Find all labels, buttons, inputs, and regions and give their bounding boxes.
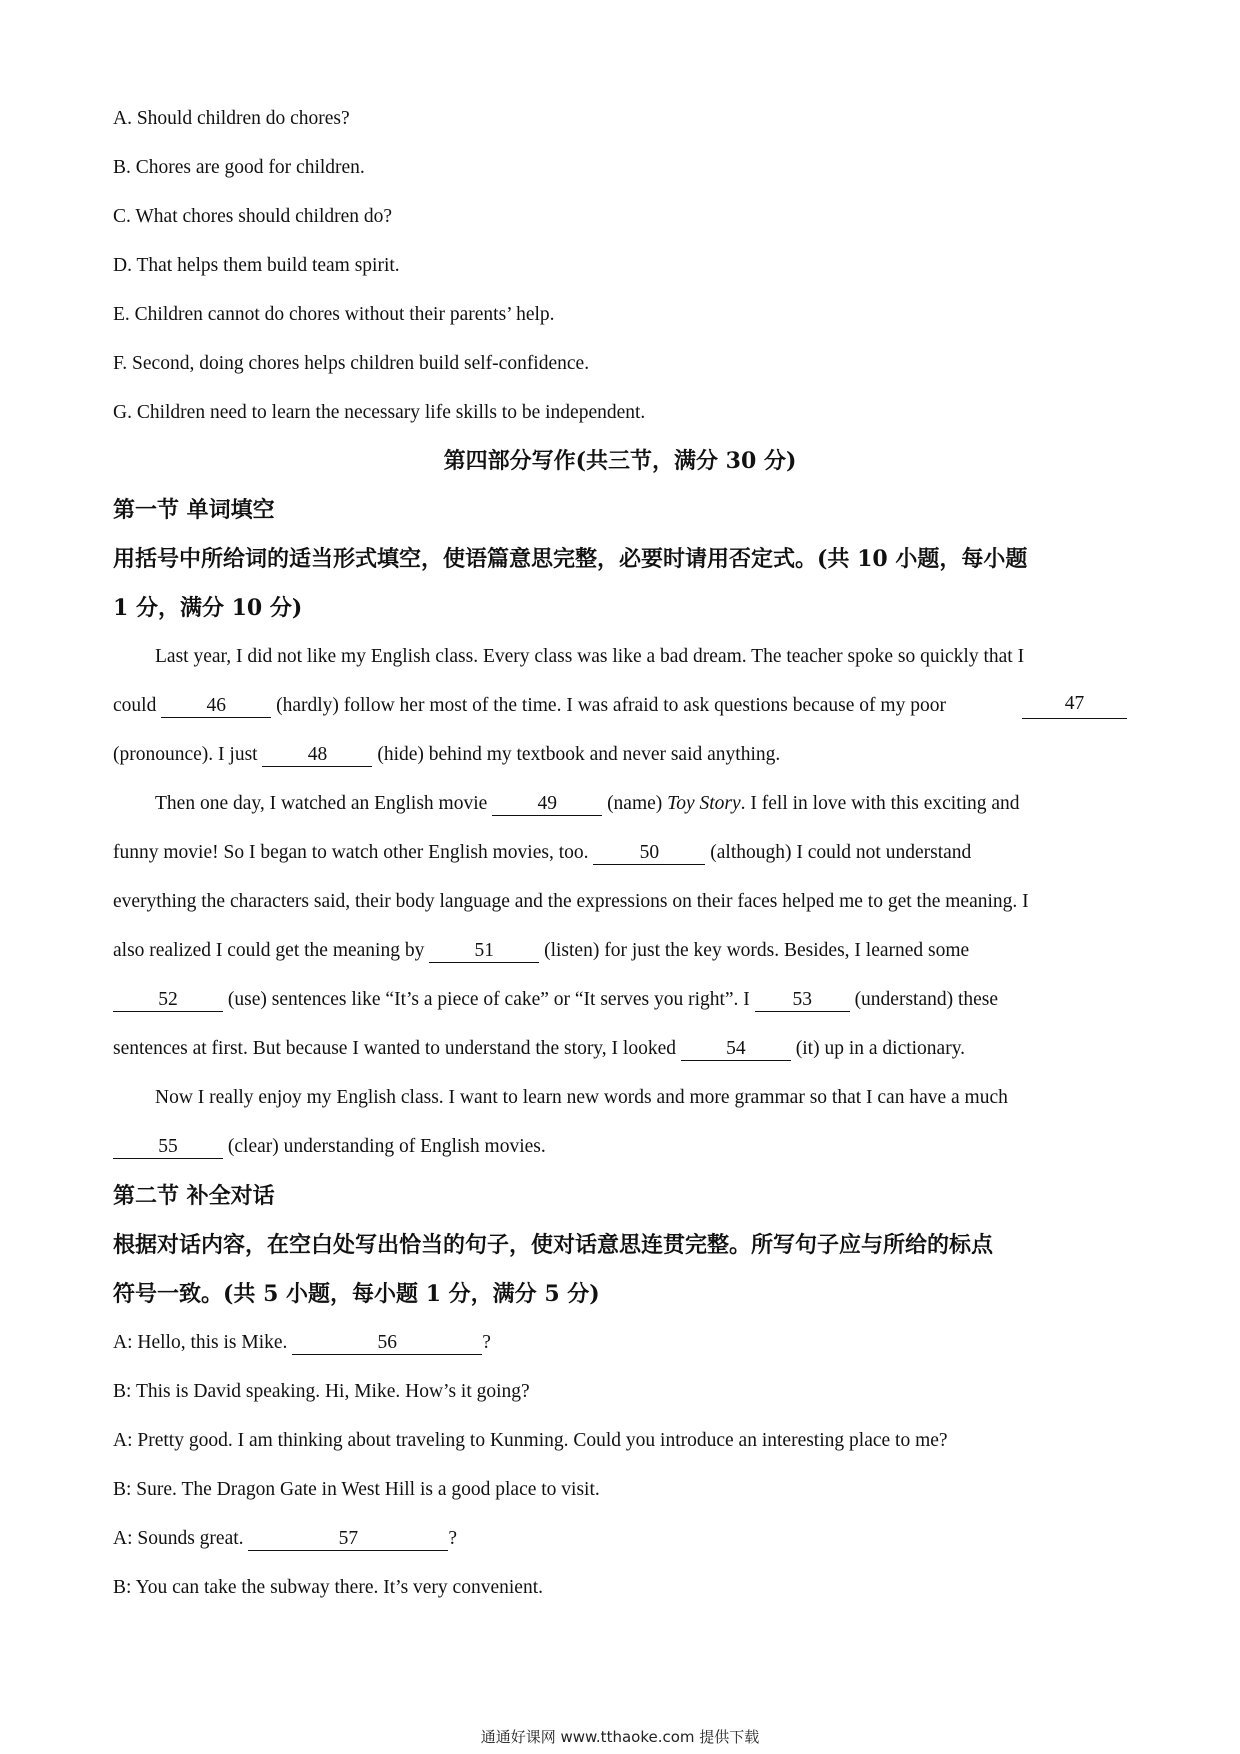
text: also realized I could get the meaning by: [113, 940, 425, 961]
passage-p1-line2: [113, 693, 1127, 719]
dialogue-line5: [113, 1526, 457, 1552]
text: (hide) behind my textbook and never said anything.: [377, 744, 781, 765]
blank-47[interactable]: 47: [1022, 693, 1127, 719]
text: ?: [482, 1332, 491, 1353]
text: (use) sentences like “It’s a piece of cake” or “It serves you right”. I: [227, 989, 750, 1010]
part4-title: 第四部分写作(共三节，满分 30 分): [443, 448, 797, 474]
dialogue-line4: B: Sure. The Dragon Gate in West Hill is a good place to visit.: [113, 1479, 600, 1500]
passage-p2-line1: [155, 791, 1020, 817]
blank-46[interactable]: 46: [161, 695, 271, 718]
blank-50[interactable]: 50: [593, 842, 705, 865]
passage-p2-line2: [113, 840, 971, 866]
text: funny movie! So I began to watch other English movies, too.: [113, 842, 589, 863]
option-c: C. What chores should children do?: [113, 206, 393, 227]
option-e: E. Children cannot do chores without their parents’ help.: [113, 304, 555, 325]
option-a: A. Should children do chores?: [113, 108, 350, 129]
dialogue-line3: A: Pretty good. I am thinking about traveling to Kunming. Could you introduce an interesting place to me?: [113, 1430, 948, 1451]
dialogue-line1: [113, 1330, 491, 1356]
blank-53[interactable]: 53: [755, 989, 850, 1012]
passage-p3-line1: Now I really enjoy my English class. I want to learn new words and more grammar so that I can have a much: [155, 1087, 1008, 1108]
text: (understand) these: [854, 989, 999, 1010]
section2-instruction-line1: 根据对话内容，在空白处写出恰当的句子，使对话意思连贯完整。所写句子应与所给的标点: [113, 1232, 994, 1258]
dialogue-line6: B: You can take the subway there. It’s very convenient.: [113, 1577, 543, 1598]
text: . I fell in love with this exciting and: [740, 793, 1020, 814]
text: A: Hello, this is Mike.: [113, 1332, 288, 1353]
text: (it) up in a dictionary.: [795, 1038, 966, 1059]
section2-instruction-line2: 符号一致。(共 5 小题，每小题 1 分，满分 5 分): [113, 1281, 600, 1307]
passage-p2-line6: [113, 1036, 965, 1062]
section2-title: 第二节 补全对话: [113, 1183, 275, 1209]
text: sentences at first. But because I wanted to understand the story, I looked: [113, 1038, 676, 1059]
text: (hardly) follow her most of the time. I was afraid to ask questions because of my poor: [276, 695, 946, 716]
passage-p2-line3: everything the characters said, their body language and the expressions on their faces helped me to get the meaning. I: [113, 891, 1029, 912]
option-g: G. Children need to learn the necessary life skills to be independent.: [113, 402, 646, 423]
text: (although) I could not understand: [710, 842, 972, 863]
blank-52[interactable]: 52: [113, 989, 223, 1012]
blank-56[interactable]: 56: [292, 1332, 482, 1355]
text: (listen) for just the key words. Besides, I learned some: [544, 940, 970, 961]
blank-48[interactable]: 48: [262, 744, 372, 767]
section1-title: 第一节 单词填空: [113, 497, 275, 523]
blank-55[interactable]: 55: [113, 1136, 223, 1159]
passage-p3-line2: [113, 1134, 546, 1160]
option-f: F. Second, doing chores helps children build self-confidence.: [113, 353, 590, 374]
movie-title: Toy Story: [667, 793, 741, 814]
section1-instruction-line1: 用括号中所给词的适当形式填空，使语篇意思完整，必要时请用否定式。(共 10 小题，每小题: [113, 546, 1028, 572]
blank-57[interactable]: 57: [248, 1528, 448, 1551]
option-b: B. Chores are good for children.: [113, 157, 365, 178]
text: (name): [607, 793, 663, 814]
text: could: [113, 695, 157, 716]
passage-p1-line3: [113, 742, 780, 768]
option-d: D. That helps them build team spirit.: [113, 255, 400, 276]
page-footer: 通通好课网 www.tthaoke.com 提供下载: [480, 1728, 760, 1746]
text: (pronounce). I just: [113, 744, 258, 765]
text: Then one day, I watched an English movie: [155, 793, 488, 814]
text: ?: [448, 1528, 458, 1549]
blank-49[interactable]: 49: [492, 793, 602, 816]
section1-instruction-line2: 1 分，满分 10 分): [113, 595, 303, 621]
blank-51[interactable]: 51: [429, 940, 539, 963]
passage-p2-line5: [113, 987, 998, 1013]
dialogue-line2: B: This is David speaking. Hi, Mike. How’s it going?: [113, 1381, 530, 1402]
text: (clear) understanding of English movies.: [227, 1136, 546, 1157]
blank-54[interactable]: 54: [681, 1038, 791, 1061]
passage-p1-line1: Last year, I did not like my English class. Every class was like a bad dream. The teacher spoke so quickly that I: [155, 646, 1025, 667]
text: A: Sounds great.: [113, 1528, 244, 1549]
passage-p2-line4: [113, 938, 969, 964]
